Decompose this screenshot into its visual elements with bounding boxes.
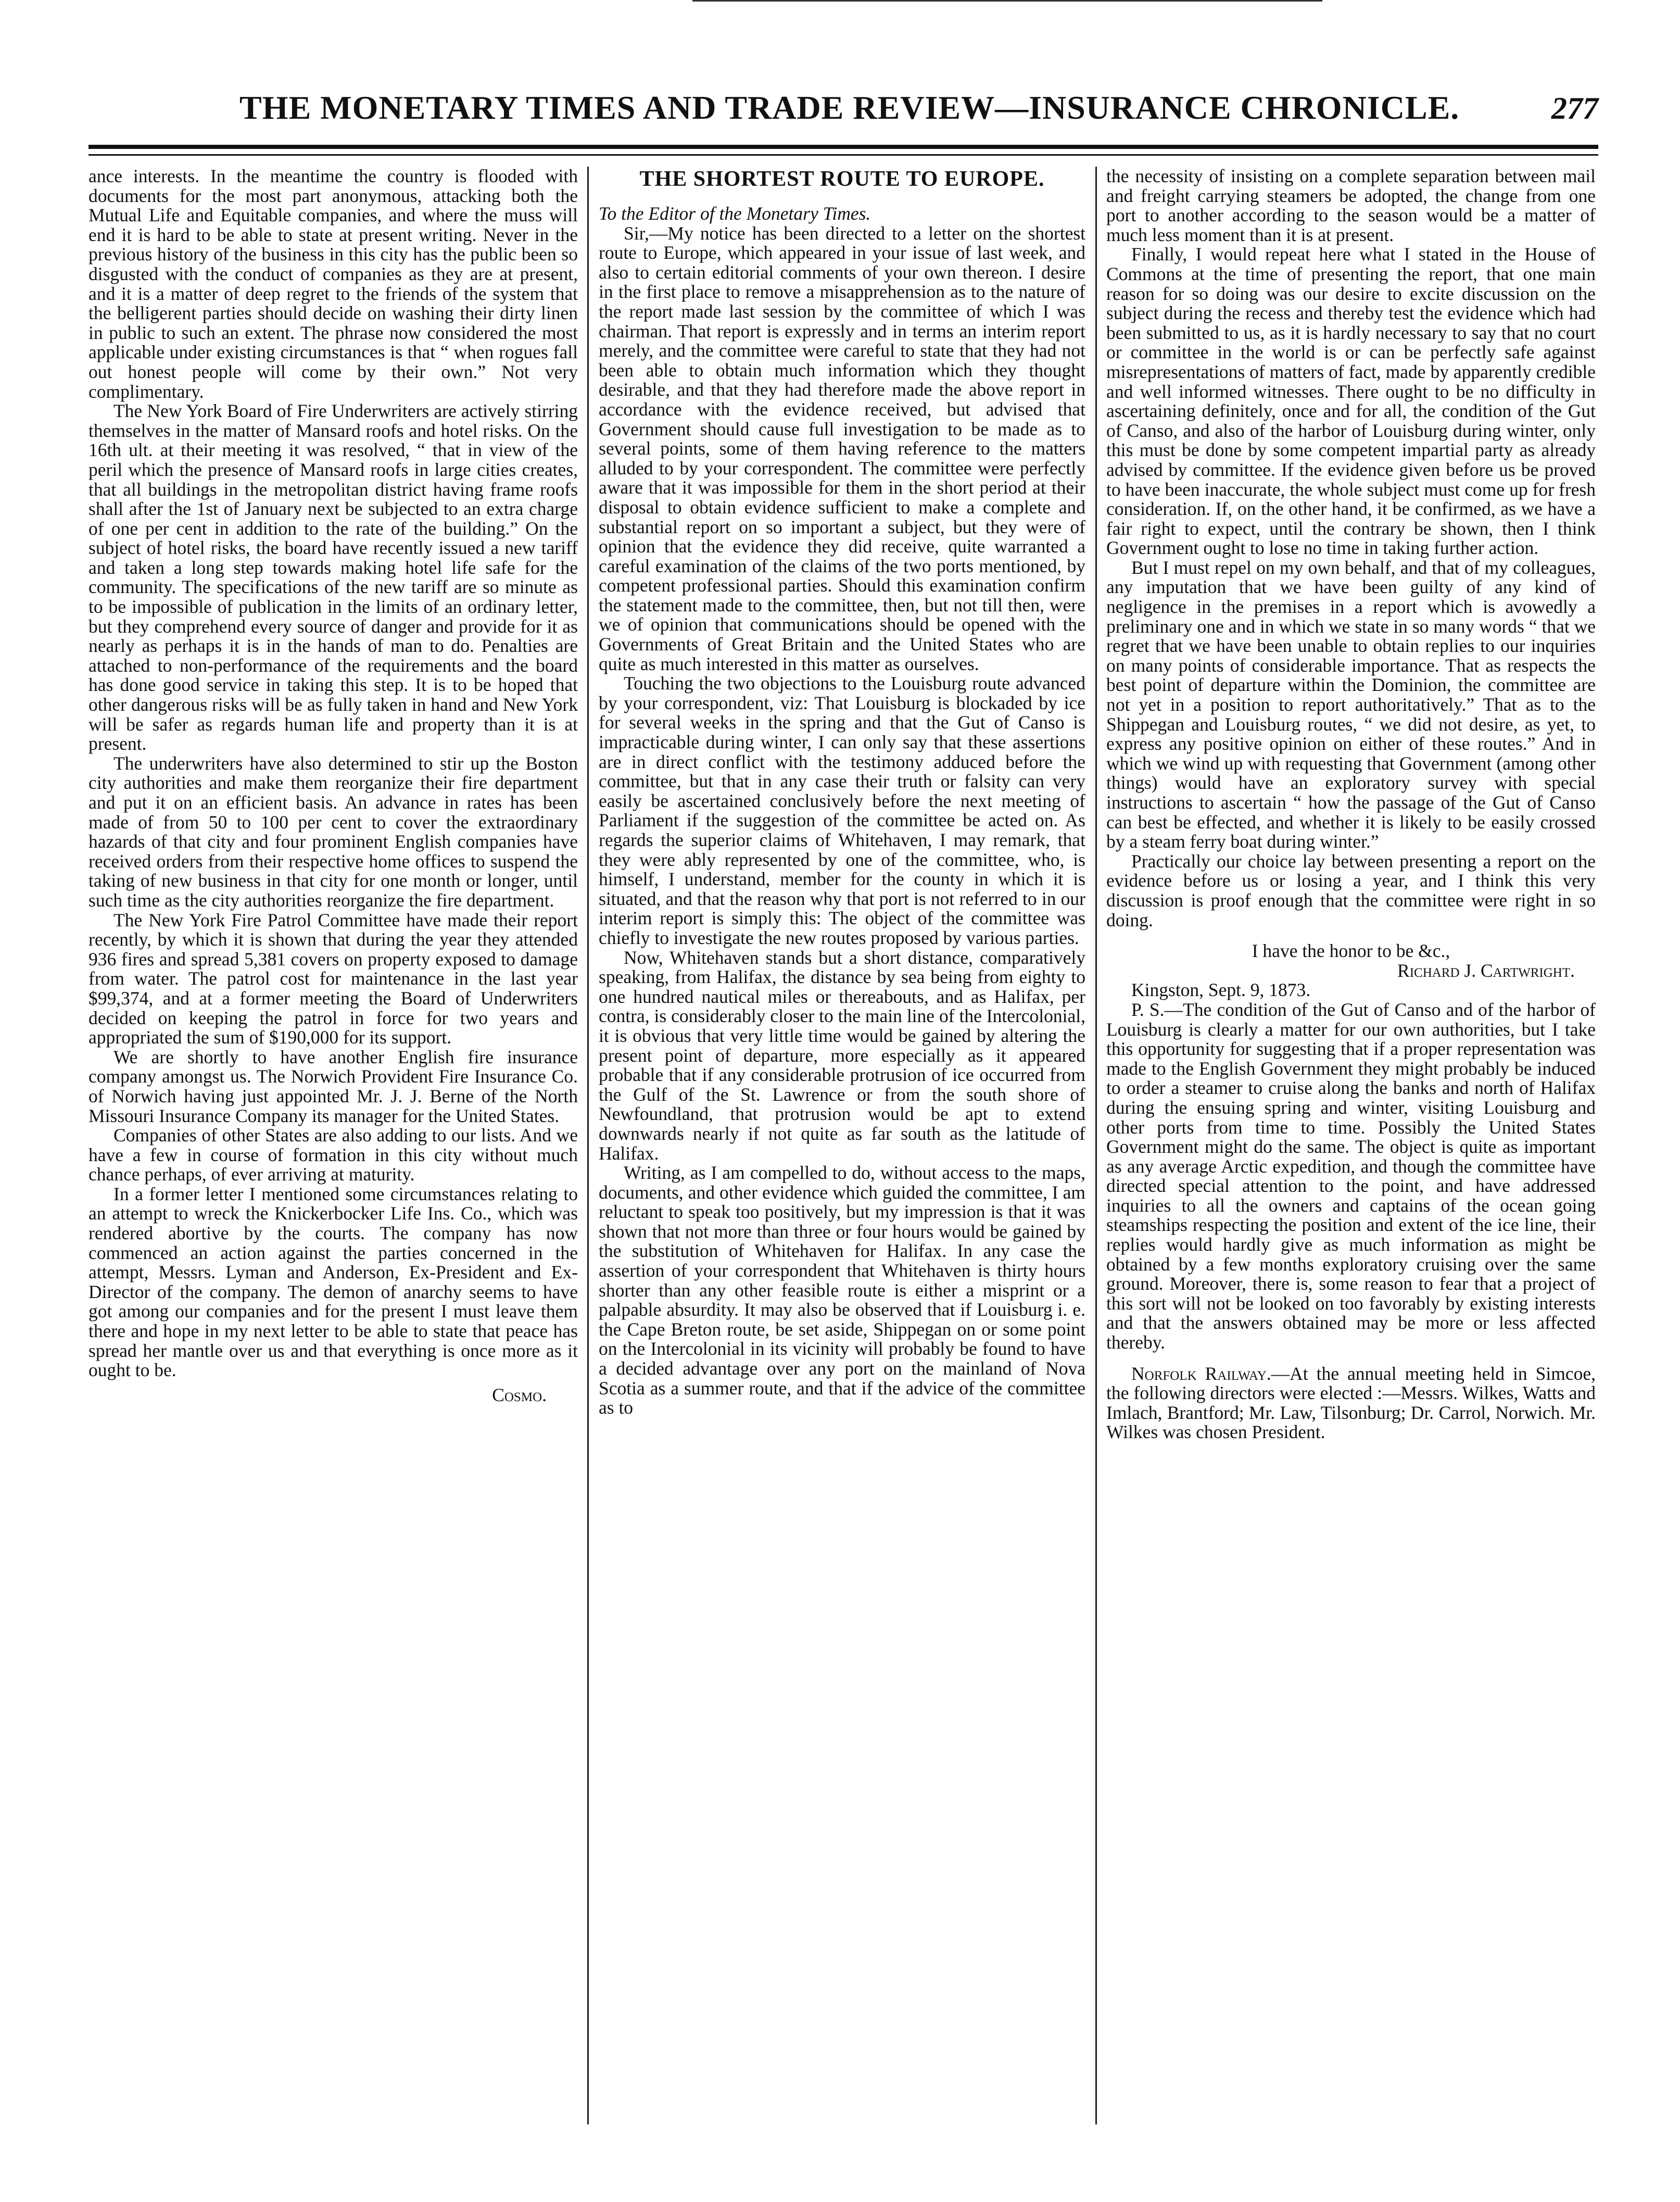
norfolk-railway-item [1106, 1364, 1596, 1442]
paragraph: Sir,—My notice has been directed to a letter on the shortest route to Europe, which appeared in your issue of last week, and also to certain editorial comments of your own thereon. I desire in the first place to remove a misapprehension as to the nature of the report made last session by the committee of which I was chairman. That report is expressly and in terms an interim report merely, and the committee were careful to state that they had not been able to obtain much information which they thought desirable, and that they had therefore made the above report in accordance with the evidence received, but advised that Government should cause full investigation to be made as to several points, some of them having reference to the matters alluded to by your correspondent. The committee were perfectly aware that it was impossible for them in the short period at their disposal to obtain evidence sufficient to make a complete and substantial report on so important a subject, but they were of opinion that the evidence they did receive, quite warranted a careful examination of the claims of the two ports mentioned, by competent professional parties. Should this examination confirm the statement made to the committee, then, but not till then, were we of opinion that communications should be opened with the Governments of Great Britain and the United States who are quite as much interested in this matter as ourselves. [599, 222, 1085, 674]
paragraph: Companies of other States are also adding to our lists. And we have a few in course of formation in this city without much chance perhaps, of ever arriving at maturity. [89, 1125, 578, 1185]
letter-address-line: To the Editor of the Monetary Times. [599, 203, 871, 224]
column-shortest-route [599, 167, 1085, 2135]
paragraph: But I must repel on my own behalf, and that of my colleagues, any imputation that we have been guilty of any kind of negligence in the premises in a report which is avowedly a preliminary one and in which we state in so many words “ that we regret that we have been unable to obtain replies to our inquiries on many points of considerable importance. That as respects the best point of departure within the Dominion, the committee are not yet in a position to report authoritatively.” That as to the Shippegan and Louisburg routes, “ we did not desire, as yet, to express any positive opinion on either of these routes.” And in which we wind up with requesting that Government (among other things) would have an exploratory survey with special instructions to ascertain “ how the passage of the Gut of Canso can best be effected, and whether it is likely to be easily crossed by a steam ferry boat during winter.” [1106, 557, 1596, 852]
paragraph: We are shortly to have another English fire insurance company amongst us. The Norwich Provident Fire Insurance Co. of Norwich having just appointed Mr. J. J. Berne of the North Missouri Insurance Company its manager for the United States. [89, 1046, 578, 1126]
paragraph: The New York Fire Patrol Committee have made their report recently, by which it is shown that during the year they attended 936 fires and spread 5,381 covers on property exposed to damage from water. The patrol cost for maintenance in the last year $99,374, and at a former meeting the Board of Underwriters decided on keeping the patrol in force for two years and appropriated the sum of $190,000 for its support. [89, 909, 578, 1048]
place-date: Kingston, Sept. 9, 1873. [1131, 979, 1311, 1001]
paragraph: Finally, I would repeat here what I stated in the House of Commons at the time of presenting the report, that one main reason for so doing was our desire to excite discussion on the subject during the recess and thereby test the evidence which had been submitted to us, as it is hardly necessary to say that no court or committee in the world is or can be perfectly safe against misrepresentations of matters of fact, made by apparently credible and well informed witnesses. There ought to be no difficulty in ascertaining definitely, once and for all, the condition of the Gut of Canso, and also of the harbor of Louisburg during winter, only this must be done by some competent impartial party as already advised by committee. If the evidence given before us be proved to have been inaccurate, the whole subject must come up for fresh consideration. If, on the other hand, it be confirmed, as we have a fair right to expect, until the contrary be shown, then I think Government ought to lose no time in taking further action. [1106, 244, 1596, 559]
column-divider-1 [587, 167, 589, 2124]
postscript: P. S.—The condition of the Gut of Canso and of the harbor of Louisburg is clearly a matter for our own authorities, but I take this opportunity for suggesting that if a proper representation was made to the English Government they might probably be induced to order a steamer to cruise along the banks and north of Halifax during the ensuing spring and winter, visiting Louisburg and other ports from time to time. Possibly the United States Government might do the same. The object is quite as important as any average Arctic expedition, and though the committee have directed special attention to the point, and have addressed inquiries to all the owners and captains of the ocean going steamships respecting the position and extent of the ice line, their replies would hardly give as much information as might be obtained by a few months exploratory cruising over the same ground. Moreover, there is, some reason to fear that a project of this sort will not be looked on too favorably by existing interests and that the answers obtained may be more or less affected thereby. [1106, 999, 1596, 1353]
column-letter-continued [1106, 167, 1596, 2135]
masthead-title: THE MONETARY TIMES AND TRADE REVIEW—INSURANCE CHRONICLE. [239, 89, 1460, 126]
letter-closing: I have the honor to be &c., [1252, 940, 1450, 962]
paragraph: Touching the two objections to the Louisburg route advanced by your correspondent, viz: That Louisburg is blockaded by ice for several weeks in the spring and that the Gut of Canso is impracticable during winter, I can only say that these assertions are in direct conflict with the testimony adduced before the committee, but that in any case their truth or falsity can very easily be ascertained conclusively before the next meeting of Parliament if the suggestion of the committee be acted on. As regards the superior claims of Whitehaven, I may remark, that they were ably represented by one of the committee, who, is himself, I understand, member for the county in which it is situated, and that the reason why that port is not referred to in our interim report is simply this: The object of the committee was chiefly to investigate the new routes proposed by various parties. [599, 673, 1085, 948]
page-number: 277 [1551, 91, 1598, 125]
top-edge-rule [692, 0, 1322, 2]
column-insurance-letter [89, 167, 578, 2135]
masthead-rule-thick [89, 145, 1598, 149]
masthead-rule-thin [89, 154, 1598, 156]
norfolk-railway-lead: Norfolk Railway. [1131, 1363, 1271, 1384]
paragraph: In a former letter I mentioned some circumstances relating to an attempt to wreck the Knickerbocker Life Ins. Co., which was rendered abortive by the courts. The company has now commenced an action against the parties concerned in the attempt, Messrs. Lyman and Anderson, Ex-President and Ex-Director of the company. The demon of anarchy seems to have got among our companies and for the present I must leave them there and hope in my next letter to be able to state that peace has spread her mantle over us and that everything is once more as it ought to be. [89, 1183, 578, 1381]
paragraph: ance interests. In the meantime the country is flooded with documents for the most part anonymous, attacking both the Mutual Life and Equitable companies, and where the muss will end it is hard to be able to state at present writing. Never in the previous history of the business in this city has the public been so disgusted with the conduct of companies as they are at present, and it is a matter of deep regret to the friends of the system that the belligerent parties should decide on washing their dirty linen in public to such an extent. The phrase now considered the most applicable under existing circumstances is that “ when rogues fall out honest people will come by their own.” Not very complimentary. [89, 167, 578, 402]
letter-author: Richard J. Cartwright. [1397, 960, 1575, 981]
masthead [89, 89, 1598, 151]
paragraph: The underwriters have also determined to stir up the Boston city authorities and make them reorganize their fire department and put it on an efficient basis. An advance in rates has been made of from 50 to 100 per cent to cover the extraordinary hazards of that city and four prominent English companies have received orders from their respective home offices to suspend the taking of new business in that city for one month or longer, until such time as the city authorities reorganize the fire department. [89, 752, 578, 911]
article-heading: THE SHORTEST ROUTE TO EUROPE. [639, 167, 1045, 191]
norfolk-railway-text: —At the annual meeting held in Simcoe, the following directors were elected :—Messrs. Wilkes, Watts and Imlach, Brantford; Mr. Law, Tilsonburg; Dr. Carrol, Norwich. Mr. Wilkes was chosen President. [1106, 1363, 1596, 1443]
column-divider-2 [1095, 167, 1097, 2124]
paragraph: Writing, as I am compelled to do, without access to the maps, documents, and other evidence which guided the committee, I am reluctant to speak too positively, but my impression is that it was shown that not more than three or four hours would be gained by the substitution of Whitehaven for Halifax. In any case the assertion of your correspondent that Whitehaven is thirty hours shorter than any other feasible route is either a misprint or a palpable absurdity. It may also be observed that if Louisburg i. e. the Cape Breton route, be set aside, Shippegan on or some point on the Intercolonial in its vicinity will probably be found to have a decided advantage over any port on the mainland of Nova Scotia as a summer route, and that if the advice of the committee as to [599, 1162, 1085, 1418]
paragraph: Now, Whitehaven stands but a short distance, comparatively speaking, from Halifax, the distance by sea being from eighty to one hundred nautical miles or thereabouts, and as Halifax, per contra, is considerably closer to the main line of the Intercolonial, it is obvious that very little time would be gained by altering the present point of departure, more especially as it appeared probable that if any considerable protrusion of ice occurred from the Gulf of the St. Lawrence or from the south shore of Newfoundland, that protrusion would be apt to extend downwards nearly if not quite as far south as the latitude of Halifax. [599, 947, 1085, 1164]
paragraph: Practically our choice lay between presenting a report on the evidence before us or losing a year, and I think this very discussion is proof enough that the committee were right in so doing. [1106, 850, 1596, 930]
paragraph: the necessity of insisting on a complete separation between mail and freight carrying steamers be adopted, the change from one port to another according to the season would be a matter of much less moment than it is at present. [1106, 167, 1596, 245]
signature-cosmo: Cosmo. [492, 1384, 547, 1405]
paragraph: The New York Board of Fire Underwriters are actively stirring themselves in the matter of Mansard roofs and hotel risks. On the 16th ult. at their meeting it was resolved, “ that in view of the peril which the presence of Mansard roofs in large cities creates, that all buildings in the metropolitan district having frame roofs shall after the 1st of January next be subjected to an extra charge of one per cent in addition to the rate of the building.” On the subject of hotel risks, the board have recently issued a new tariff and taken a long step towards making hotel life safe for the community. The specifications of the new tariff are so minute as to be impossible of publication in the limits of an ordinary letter, but they comprehend every source of danger and provide for it as nearly as perhaps it is in the hands of man to do. Penalties are attached to non-performance of the requirements and the board has done good service in taking this step. It is to be hoped that other dangerous risks will be as fully taken in hand and New York will be safer as regards human life and property than it is at present. [89, 400, 578, 754]
